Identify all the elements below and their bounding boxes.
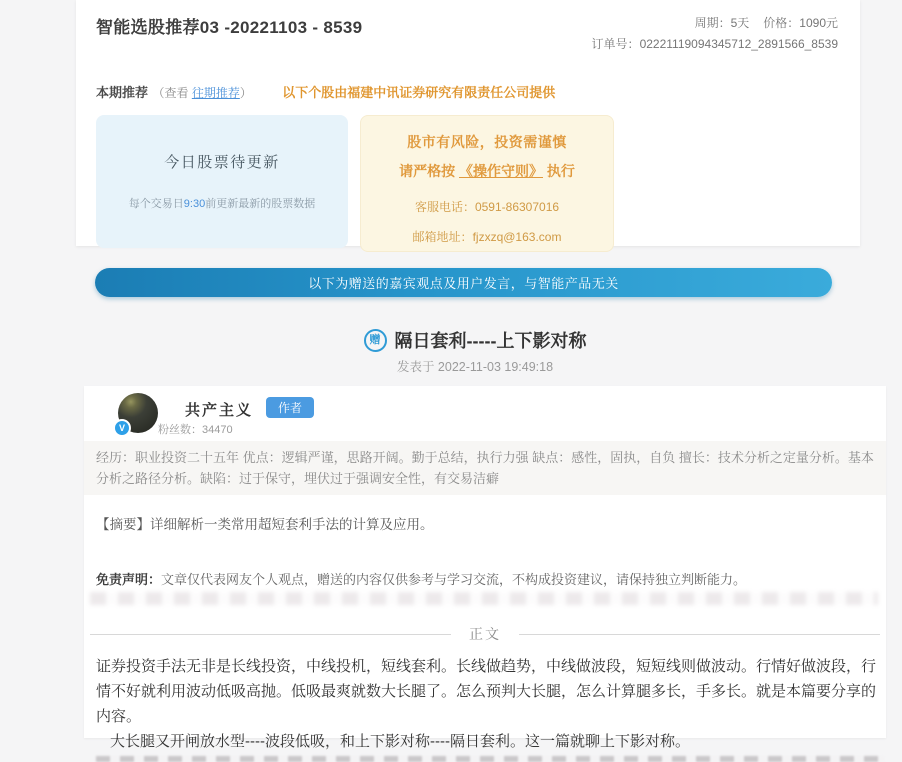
history-recommend-link[interactable]: 往期推荐 — [191, 86, 240, 100]
fans-value: 34470 — [202, 424, 233, 436]
stock-update-note — [96, 195, 348, 211]
provider-note: 以下个股由福建中讯证券研究有限责任公司提供 — [282, 85, 556, 100]
guest-opinion-banner: 以下为赠送的嘉宾观点及用户发言，与智能产品无关 — [95, 268, 832, 297]
product-header — [96, 13, 840, 55]
update-time: 9:30 — [183, 198, 206, 210]
period-price-line — [592, 13, 838, 34]
order-meta — [592, 13, 840, 55]
order-label: 订单号： — [591, 37, 640, 51]
divider-line-right — [519, 634, 880, 635]
risk-line2-suffix: 执行 — [543, 163, 575, 179]
period-value: 5天 — [730, 16, 750, 30]
recommend-label: 本期推荐 — [96, 85, 149, 100]
risk-warning-box — [360, 115, 614, 252]
gift-badge-icon: 赠 — [364, 329, 387, 352]
operating-rules-link[interactable]: 《操作守则》 — [459, 163, 543, 179]
phone-value: 0591-86307016 — [474, 200, 560, 214]
risk-line-1: 股市有风险，投资需谨慎 — [407, 134, 567, 150]
risk-line-2 — [361, 161, 613, 181]
period-label: 周期： — [694, 16, 731, 30]
article-header — [85, 327, 865, 353]
article-title: 隔日套利-----上下影对称 — [394, 331, 587, 351]
main-text-divider — [90, 624, 880, 644]
phone-label: 客服电话： — [414, 200, 475, 214]
price-label: 价格： — [763, 16, 800, 30]
stock-update-title: 今日股票待更新 — [164, 154, 280, 171]
order-number-line — [592, 34, 838, 55]
order-value: 02221119094345712_2891566_8539 — [639, 37, 838, 51]
email-line — [361, 228, 613, 245]
disclaimer — [96, 569, 876, 588]
article-body — [96, 654, 884, 762]
clipped-text-line — [96, 756, 884, 762]
author-name[interactable]: 共产主义 — [185, 402, 254, 419]
email-label: 邮箱地址： — [412, 230, 473, 244]
page-title: 智能选股推荐03 -20221103 - 8539 — [96, 18, 363, 37]
disclaimer-text: 文章仅代表网友个人观点，赠送的内容仅供参考与学习交流，不构成投资建议，请保持独立判断能力。 — [161, 572, 747, 587]
price-value: 1090元 — [799, 16, 838, 30]
author-role-badge: 作者 — [266, 397, 314, 418]
recommend-paren-close: ） — [239, 86, 252, 100]
article-panel — [84, 386, 886, 750]
main-text-label: 正文 — [469, 626, 501, 642]
disclaimer-label: 免责声明： — [96, 572, 162, 587]
recommend-row — [96, 82, 840, 102]
email-value: fjzxzq@163.com — [472, 230, 562, 244]
publish-date: 发表于 2022-11-03 19:49:18 — [396, 360, 554, 374]
fans-label: 粉丝数： — [158, 424, 202, 436]
author-avatar[interactable] — [118, 393, 158, 433]
body-paragraph-1: 证券投资手法无非是长线投资，中线投机，短线套利。长线做趋势，中线做波段，短短线则做波动。行情好做波段，行情不好就利用波动低吸高抛。低吸最爽就数大长腿了。怎么预判大长腿，怎么计算腿多长，手多长。就是本篇要分享的内容。 — [96, 658, 877, 725]
redacted-line — [90, 592, 878, 605]
recommend-paren-open: （查看 — [152, 86, 192, 100]
article-abstract: 【摘要】详细解析一类常用超短套利手法的计算及应用。 — [96, 517, 434, 532]
service-phone-line — [361, 198, 613, 215]
risk-line2-prefix: 请严格按 — [399, 163, 459, 179]
product-card — [76, 0, 860, 246]
verified-badge-icon: V — [113, 419, 131, 437]
fans-count — [158, 421, 233, 437]
update-note-suffix: 前更新最新的股票数据 — [205, 198, 316, 210]
divider-line-left — [90, 634, 451, 635]
author-bio: 经历：职业投资二十五年 优点：逻辑严谨，思路开阔。勤于总结，执行力强 缺点：感性，固执，自负 擅长：技术分析之定量分析。基本分析之路径分析。缺陷：过于保守，埋伏过于强调安全性，有交易洁癖 — [84, 441, 886, 495]
update-note-prefix: 每个交易日 — [128, 198, 184, 210]
body-paragraph-2: 大长腿又开闸放水型----波段低吸，和上下影对称----隔日套利。这一篇就聊上下影对称。 — [110, 733, 690, 750]
stock-update-box — [96, 115, 348, 248]
